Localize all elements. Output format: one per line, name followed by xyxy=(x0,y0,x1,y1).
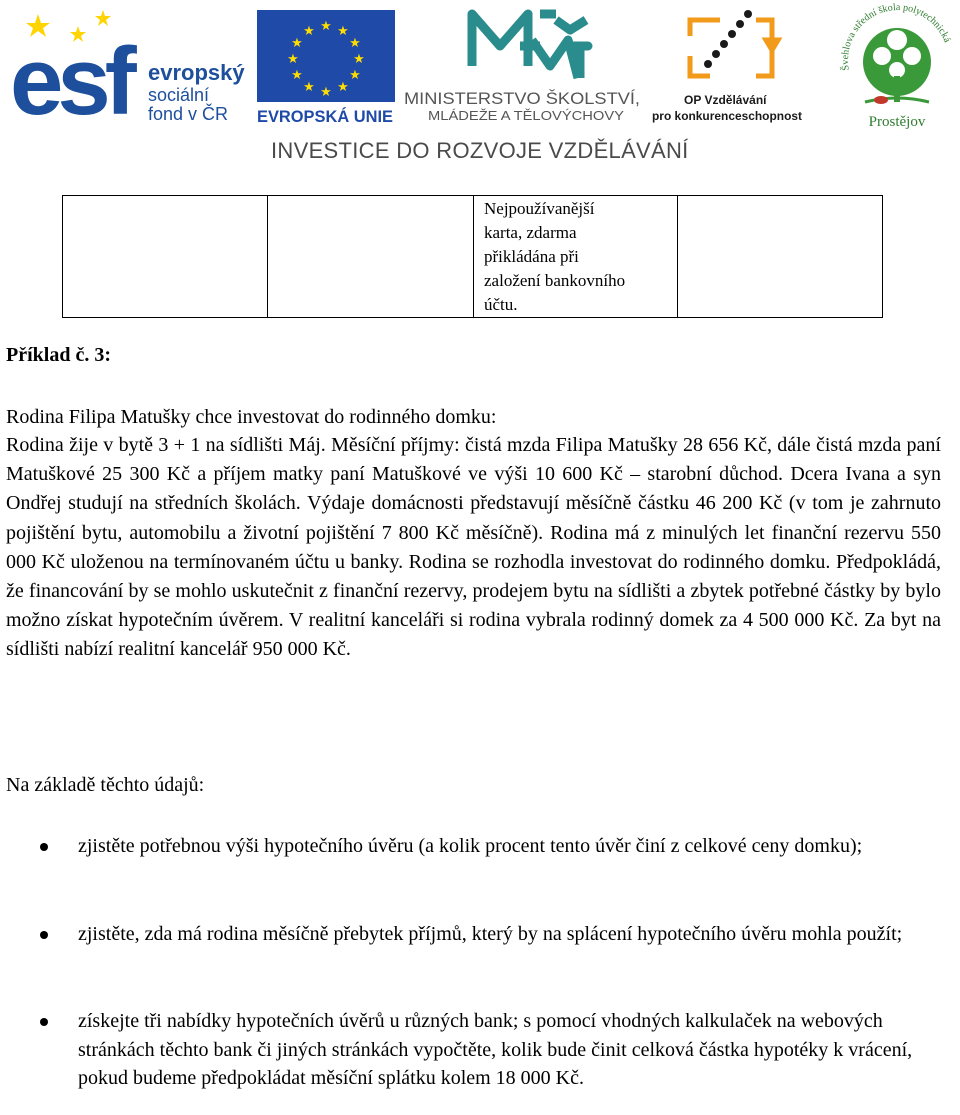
task-text: získejte tři nabídky hypotečních úvěrů u různých bank; s pomocí vhodných kalkulaček na webových stránkách těchto bank či jiných stránkách vypočtěte, kolik bude činit celková částka hypotéky k vrácení, pokud budeme předpokládat měsíční splátku kolem 18 000 Kč. xyxy=(78,1010,913,1089)
card-description-line: přikládána při xyxy=(484,247,579,266)
esf-line2: sociální xyxy=(148,85,210,105)
esf-line1: evropský xyxy=(148,60,245,85)
bullet-icon xyxy=(40,843,48,851)
card-description-line: založení bankovního xyxy=(484,271,626,290)
table-cell xyxy=(678,196,883,318)
list-item xyxy=(78,832,948,861)
op-line1: OP Vzdělávání xyxy=(684,93,767,107)
esf-logo xyxy=(8,6,253,124)
table-cell-description xyxy=(474,196,678,318)
bullet-icon xyxy=(40,931,48,939)
tasks-intro: Na základě těchto údajů: xyxy=(6,774,205,796)
header-tagline: INVESTICE DO ROZVOJE VZDĚLÁVÁNÍ xyxy=(271,138,689,163)
table-cell xyxy=(63,196,268,318)
card-description-line: karta, zdarma xyxy=(484,223,577,242)
list-item xyxy=(78,1007,948,1093)
school-city: Prostějov xyxy=(868,114,926,130)
bullet-icon xyxy=(40,1018,48,1026)
task-text: zjistěte potřebnou výši hypotečního úvěru (a kolik procent tento úvěr činí z celkové ceny domku); xyxy=(78,835,863,857)
header-logos xyxy=(0,0,960,170)
svg-text:★: ★ xyxy=(320,19,332,34)
msmt-line2: MLÁDEŽE A TĚLOVÝCHOVY xyxy=(428,108,625,123)
svg-text:★: ★ xyxy=(353,52,365,67)
esf-line3: fond v ČR xyxy=(148,104,229,124)
table-cell xyxy=(268,196,474,318)
svg-text:★: ★ xyxy=(291,36,303,51)
school-arc-text: Švehlova střední škola polytechnická xyxy=(839,2,953,72)
op-vzdelavani-logo xyxy=(650,6,810,124)
school-seal-logo xyxy=(835,0,960,130)
svg-text:★: ★ xyxy=(303,80,315,95)
card-description xyxy=(474,196,677,317)
eu-label: EVROPSKÁ UNIE xyxy=(257,107,393,126)
example-intro: Rodina Filipa Matušky chce investovat do rodinného domku: xyxy=(6,406,497,428)
card-description-line: účtu. xyxy=(484,295,518,314)
svg-text:★: ★ xyxy=(349,68,361,83)
card-table-fragment xyxy=(62,195,883,318)
table-row xyxy=(63,196,883,318)
svg-text:★: ★ xyxy=(337,80,349,95)
svg-text:★: ★ xyxy=(303,24,315,39)
svg-text:★: ★ xyxy=(349,36,361,51)
op-line2: pro konkurenceschopnost xyxy=(652,109,802,123)
msmt-logo xyxy=(400,6,646,124)
msmt-line1: MINISTERSTVO ŠKOLSTVÍ, xyxy=(404,89,640,108)
svg-text:★: ★ xyxy=(320,85,332,100)
svg-text:esf: esf xyxy=(10,28,131,124)
task-text: zjistěte, zda má rodina měsíčně přebytek příjmů, který by na splácení hypotečního úvěru mohla použít; xyxy=(78,923,903,945)
example-heading: Příklad č. 3: xyxy=(6,344,111,366)
svg-text:★: ★ xyxy=(337,24,349,39)
svg-text:★: ★ xyxy=(291,68,303,83)
svg-text:★: ★ xyxy=(287,52,299,67)
card-description-line: Nejpoužívanější xyxy=(484,199,595,218)
list-item xyxy=(78,920,948,949)
eu-flag-logo xyxy=(257,8,395,126)
example-paragraph: Rodina žije v bytě 3 + 1 na sídlišti Máj. Měsíční příjmy: čistá mzda Filipa Matušky 28 656 Kč, dále čistá mzda paní Matuškové 25 300 Kč a příjem matky paní Matuškové ve výši 10 600 Kč – starobní důchod. Dcera Ivana a syn Ondřej studují na středních školách. Výdaje domácnosti představují měsíčně částku 46 200 Kč (v tom je zahrnuto pojištění bytu, automobilu a životní pojištění 7 800 Kč měsíčně). Rodina má z minulých let finanční rezervu 550 000 Kč uloženou na termínovaném účtu u banky. Rodina se rozhodla investovat do rodinného domku. Předpokládá, že financování by se mohlo uskutečnit z finanční rezervy, prodejem bytu na sídlišti a zbytek potřebné částky by bylo možno získat hypotečním úvěrem. V realitní kanceláři si rodina vybrala rodinný domek za 4 500 000 Kč. Za byt na sídlišti nabízí realitní kancelář 950 000 Kč. xyxy=(6,434,941,661)
